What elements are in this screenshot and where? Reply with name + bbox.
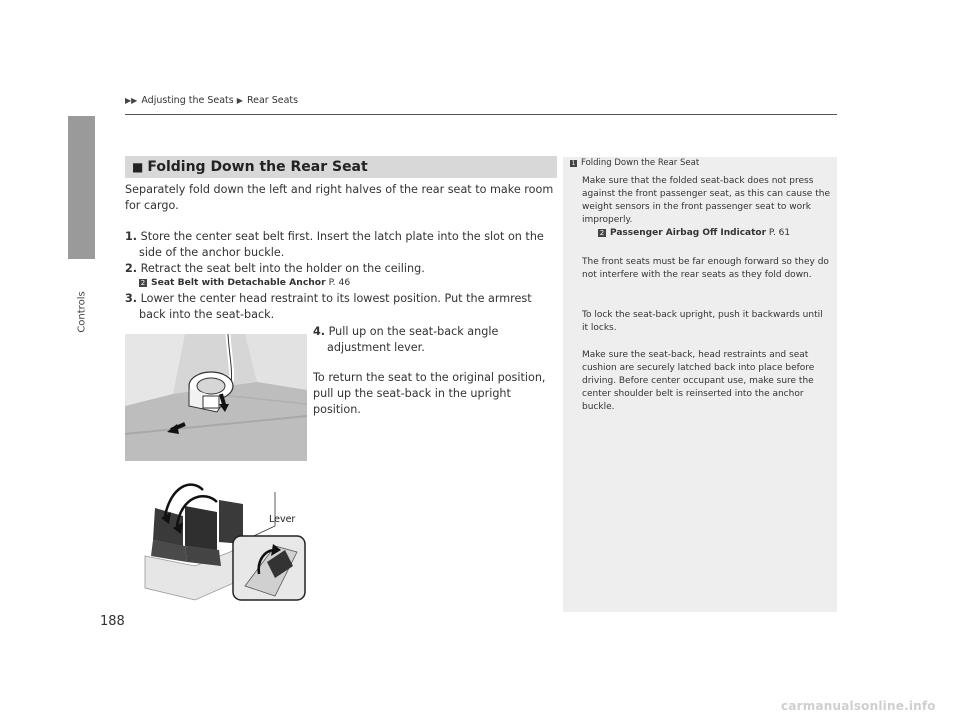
step-4-number: 4. — [313, 325, 326, 338]
step-4-text: Pull up on the seat-back angle adjustment lever. — [327, 325, 499, 354]
section-marker-icon: ■ — [132, 160, 144, 174]
section-heading — [125, 156, 557, 178]
breadcrumb — [125, 95, 298, 106]
sidebar-paragraph-1: Make sure that the folded seat-back does not press against the front passenger seat, as this can cause the weight sensors in the front passenger seat to work improperly. — [582, 176, 830, 225]
seat-fold-illustration — [125, 466, 307, 602]
step-4 — [313, 324, 558, 356]
section-heading-text: Folding Down the Rear Seat — [147, 159, 368, 175]
step-3-text: Lower the center head restraint to its lowest position. Put the armrest back into the seat-back. — [139, 292, 532, 321]
step-1 — [125, 229, 557, 261]
lever-label: Lever — [269, 514, 296, 525]
step-2-number: 2. — [125, 262, 138, 275]
breadcrumb-arrow-icon: ▶▶ — [125, 96, 138, 105]
intro-paragraph: Separately fold down the left and right halves of the rear seat to make room for cargo. — [125, 183, 554, 212]
step-2 — [125, 261, 557, 277]
xref-arrow-icon: 2 — [140, 279, 146, 287]
chapter-label: Controls — [76, 291, 88, 333]
sidebar-title-text: Folding Down the Rear Seat — [581, 158, 700, 168]
step-1-number: 1. — [125, 230, 138, 243]
watermark: carmanualsonline.info — [781, 699, 936, 713]
step-3-number: 3. — [125, 292, 138, 305]
belt-anchor-illustration — [125, 334, 307, 461]
sidebar-paragraph-3: To lock the seat-back upright, push it backwards until it locks. — [582, 310, 823, 333]
xref-passenger-airbag-page: P. 61 — [768, 228, 791, 238]
header-rule — [125, 114, 837, 115]
note-icon: 1 — [571, 160, 576, 167]
breadcrumb-separator-icon: ▶ — [236, 96, 243, 105]
xref-seat-belt-page: P. 46 — [328, 277, 351, 288]
page-number: 188 — [100, 614, 125, 629]
step-1-text: Store the center seat belt first. Insert the latch plate into the slot on the side of the anchor buckle. — [139, 230, 544, 259]
step-2-text: Retract the seat belt into the holder on the ceiling. — [140, 262, 425, 275]
step-3 — [125, 291, 557, 323]
sidebar-paragraph-2: The front seats must be far enough forward so they do not interfere with the rear seats as they fold down. — [582, 257, 829, 280]
return-paragraph: To return the seat to the original position, pull up the seat-back in the upright position. — [313, 371, 546, 416]
xref-passenger-airbag-title: Passenger Airbag Off Indicator — [610, 228, 767, 238]
chapter-tab — [68, 116, 95, 259]
sidebar-paragraph-4: Make sure the seat-back, head restraints and seat cushion are securely latched back into place before driving. Before center occupant use, make sure the center shoulder belt is reinserted into the anchor buckle. — [582, 350, 815, 412]
xref-arrow-icon: 2 — [599, 229, 605, 237]
xref-passenger-airbag[interactable] — [598, 227, 790, 240]
breadcrumb-part-2[interactable]: Rear Seats — [246, 95, 299, 106]
xref-seat-belt[interactable] — [139, 277, 350, 288]
breadcrumb-part-1[interactable]: Adjusting the Seats — [141, 95, 234, 106]
sidebar-title — [570, 158, 699, 168]
xref-seat-belt-title: Seat Belt with Detachable Anchor — [151, 277, 326, 288]
